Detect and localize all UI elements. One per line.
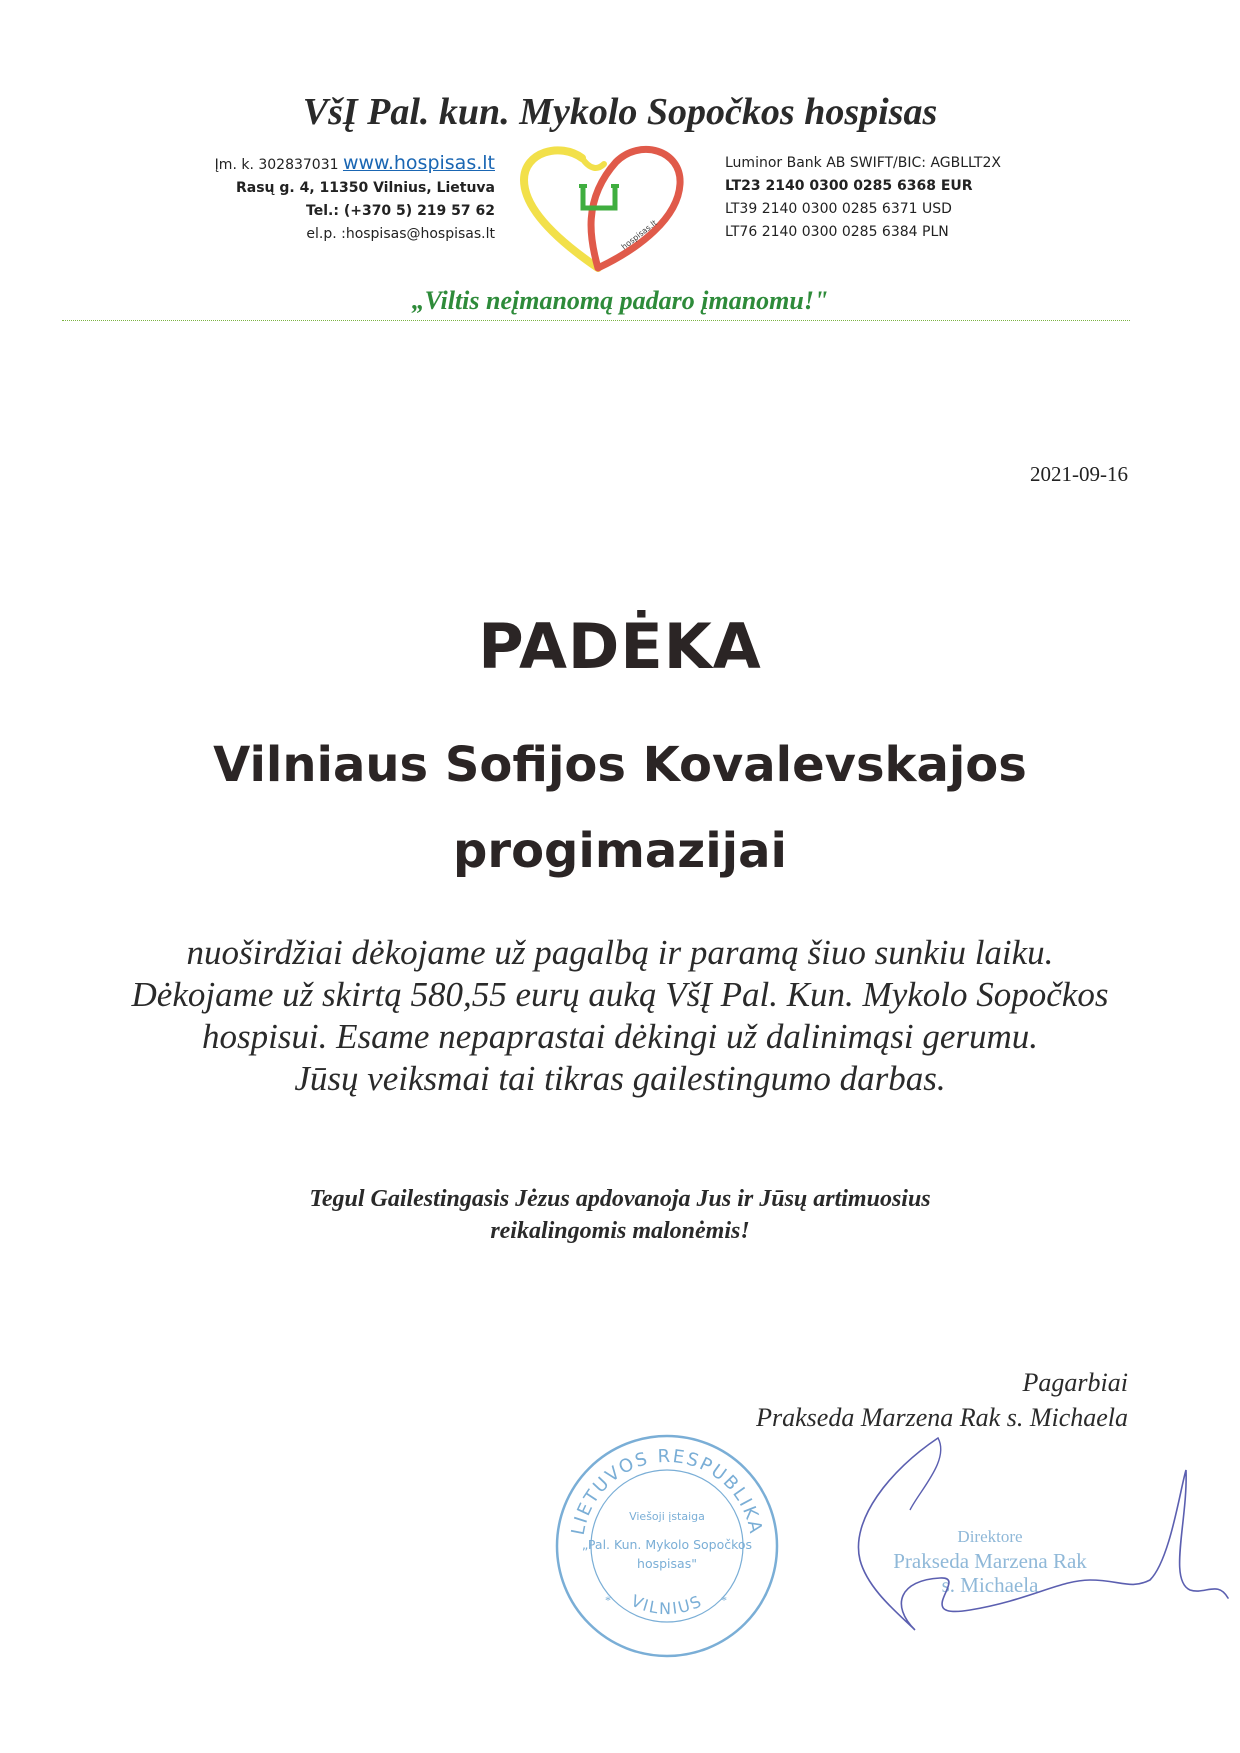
blessing-line-2: reikalingomis malonėmis!	[490, 1218, 750, 1244]
recipient	[0, 722, 1240, 894]
stamp-star-left: *	[605, 1593, 611, 1607]
stamp-name-1: „Pal. Kun. Mykolo Sopočkos	[581, 1537, 753, 1552]
blessing-line-1: Tegul Gailestingasis Jėzus apdovanoja Jus ir Jūsų artimuosius	[309, 1186, 931, 1212]
official-stamp	[553, 1432, 781, 1660]
signature-stamp-role: Direktore	[957, 1527, 1023, 1546]
letter-date: 2021-09-16	[1030, 462, 1128, 486]
account-pln: LT76 2140 0300 0285 6384 PLN	[725, 224, 949, 240]
blessing	[0, 1183, 1240, 1247]
motto: „Viltis neįmanomą padaro įmanomu!"	[411, 286, 829, 315]
email: el.p. :hospisas@hospisas.lt	[306, 226, 495, 242]
stamp-type: Viešoji įstaiga	[629, 1510, 705, 1523]
header-divider	[62, 320, 1130, 321]
signature-stroke	[858, 1438, 1228, 1630]
letter-heading: PADĖKA	[478, 610, 762, 683]
body-line-1: nuoširdžiai dėkojame už pagalbą ir paramą šiuo sunkiu laiku.	[186, 933, 1054, 972]
hospice-heart-logo	[520, 140, 690, 272]
stamp-name-2: hospisas"	[637, 1556, 697, 1571]
signature-stamp-name-2: s. Michaela	[941, 1573, 1039, 1597]
letter-body	[60, 932, 1180, 1100]
account-usd: LT39 2140 0300 0285 6371 USD	[725, 201, 952, 217]
closing-name: Prakseda Marzena Rak s. Michaela	[756, 1403, 1128, 1432]
organization-title: VšĮ Pal. kun. Mykolo Sopočkos hospisas	[302, 91, 938, 133]
stamp-arc-text: LIETUVOS RESPUBLIKA	[567, 1445, 767, 1537]
stamp-city: VILNIUS	[628, 1591, 706, 1619]
stamp-star-right: *	[721, 1593, 727, 1607]
closing-regards: Pagarbiai	[1022, 1368, 1128, 1397]
closing	[756, 1365, 1128, 1435]
body-line-4: Jūsų veiksmai tai tikras gailestingumo darbas.	[294, 1059, 946, 1098]
signature-stamp-name-1: Prakseda Marzena Rak	[893, 1549, 1087, 1573]
recipient-line-1: Vilniaus Sofijos Kovalevskajos	[213, 737, 1027, 793]
director-signature	[850, 1430, 1230, 1660]
body-line-3: hospisui. Esame nepaprastai dėkingi už dalinimąsi gerumu.	[201, 1017, 1039, 1056]
contact-info-left	[215, 152, 495, 246]
bank-name: Luminor Bank AB SWIFT/BIC: AGBLLT2X	[725, 155, 1001, 171]
phone: Tel.: (+370 5) 219 57 62	[306, 203, 495, 219]
recipient-line-2: progimazijai	[453, 823, 787, 879]
account-eur: LT23 2140 0300 0285 6368 EUR	[725, 178, 973, 194]
company-code: Įm. k. 302837031	[214, 157, 343, 173]
company-code-line	[215, 152, 495, 177]
logo-text: hospisas.lt	[619, 218, 659, 252]
address: Rasų g. 4, 11350 Vilnius, Lietuva	[235, 180, 495, 196]
website-link[interactable]: www.hospisas.lt	[342, 152, 495, 174]
body-line-2: Dėkojame už skirtą 580,55 eurų auką VšĮ Pal. Kun. Mykolo Sopočkos	[131, 975, 1109, 1014]
bank-info-right	[725, 152, 1001, 244]
